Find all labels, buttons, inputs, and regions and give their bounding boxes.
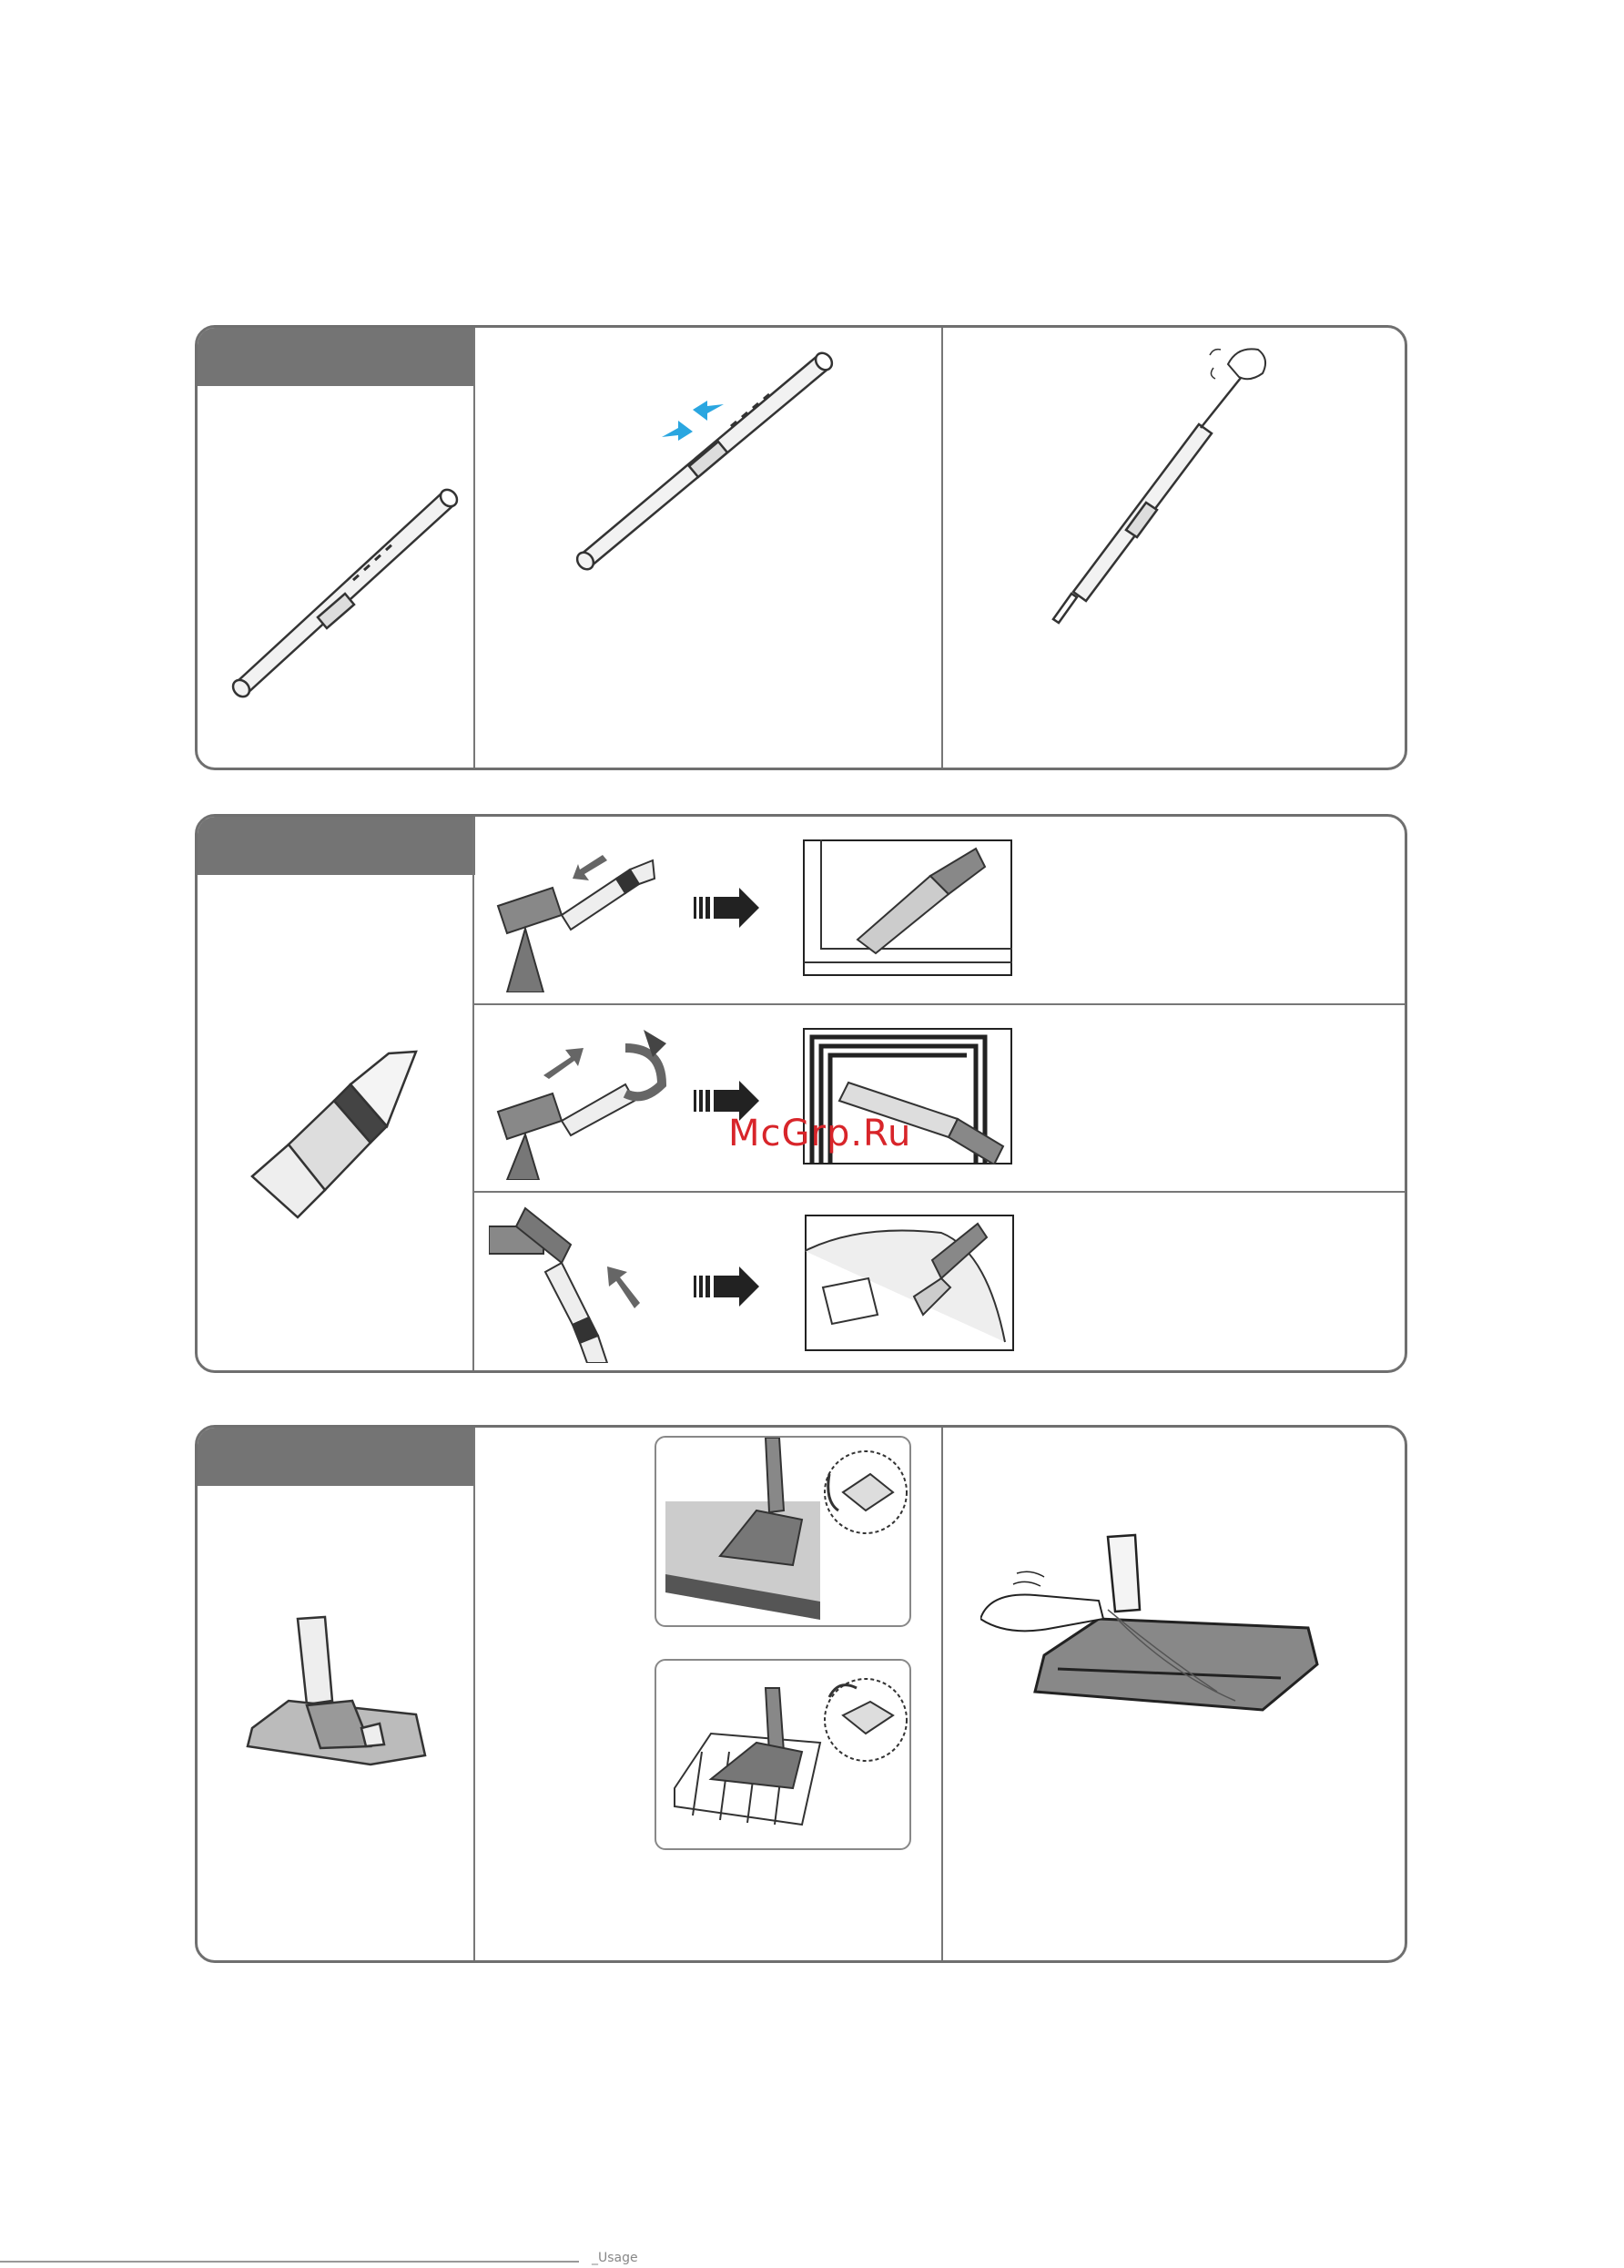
floor-mode-figure bbox=[655, 1659, 911, 1850]
arrow-right-icon bbox=[694, 1266, 766, 1307]
section-tab bbox=[198, 328, 475, 386]
footer-text: _Usage bbox=[592, 2251, 638, 2265]
crevice-retract-figure bbox=[489, 1199, 689, 1363]
crevice-rotate-figure bbox=[489, 1021, 689, 1180]
section-floor-brush bbox=[195, 1425, 1407, 1963]
carpet-mode-figure bbox=[655, 1436, 911, 1627]
divider bbox=[473, 1428, 475, 1960]
crevice-car-figure bbox=[805, 1215, 1014, 1351]
divider bbox=[472, 1003, 1405, 1005]
floor-brush-icon bbox=[234, 1610, 452, 1792]
crevice-window-figure bbox=[803, 839, 1012, 976]
crevice-tool-icon bbox=[234, 1044, 434, 1236]
brush-cleaning-figure bbox=[980, 1519, 1363, 1792]
footer-line bbox=[0, 2261, 579, 2263]
pipe-with-hand-figure bbox=[999, 337, 1272, 628]
section-telescopic-pipe bbox=[195, 325, 1407, 770]
divider bbox=[472, 1191, 1405, 1193]
section-crevice-tool bbox=[195, 814, 1407, 1373]
crevice-attach-figure bbox=[489, 833, 689, 992]
pipe-adjust-figure bbox=[562, 337, 853, 574]
section-tab bbox=[198, 1428, 475, 1486]
divider bbox=[473, 328, 475, 768]
section-tab bbox=[198, 817, 475, 875]
divider bbox=[941, 1428, 943, 1960]
arrow-right-icon bbox=[694, 888, 766, 928]
telescopic-pipe-icon bbox=[216, 464, 471, 701]
divider bbox=[941, 328, 943, 768]
divider bbox=[472, 817, 474, 1370]
watermark: McGrp.Ru bbox=[728, 1113, 912, 1154]
